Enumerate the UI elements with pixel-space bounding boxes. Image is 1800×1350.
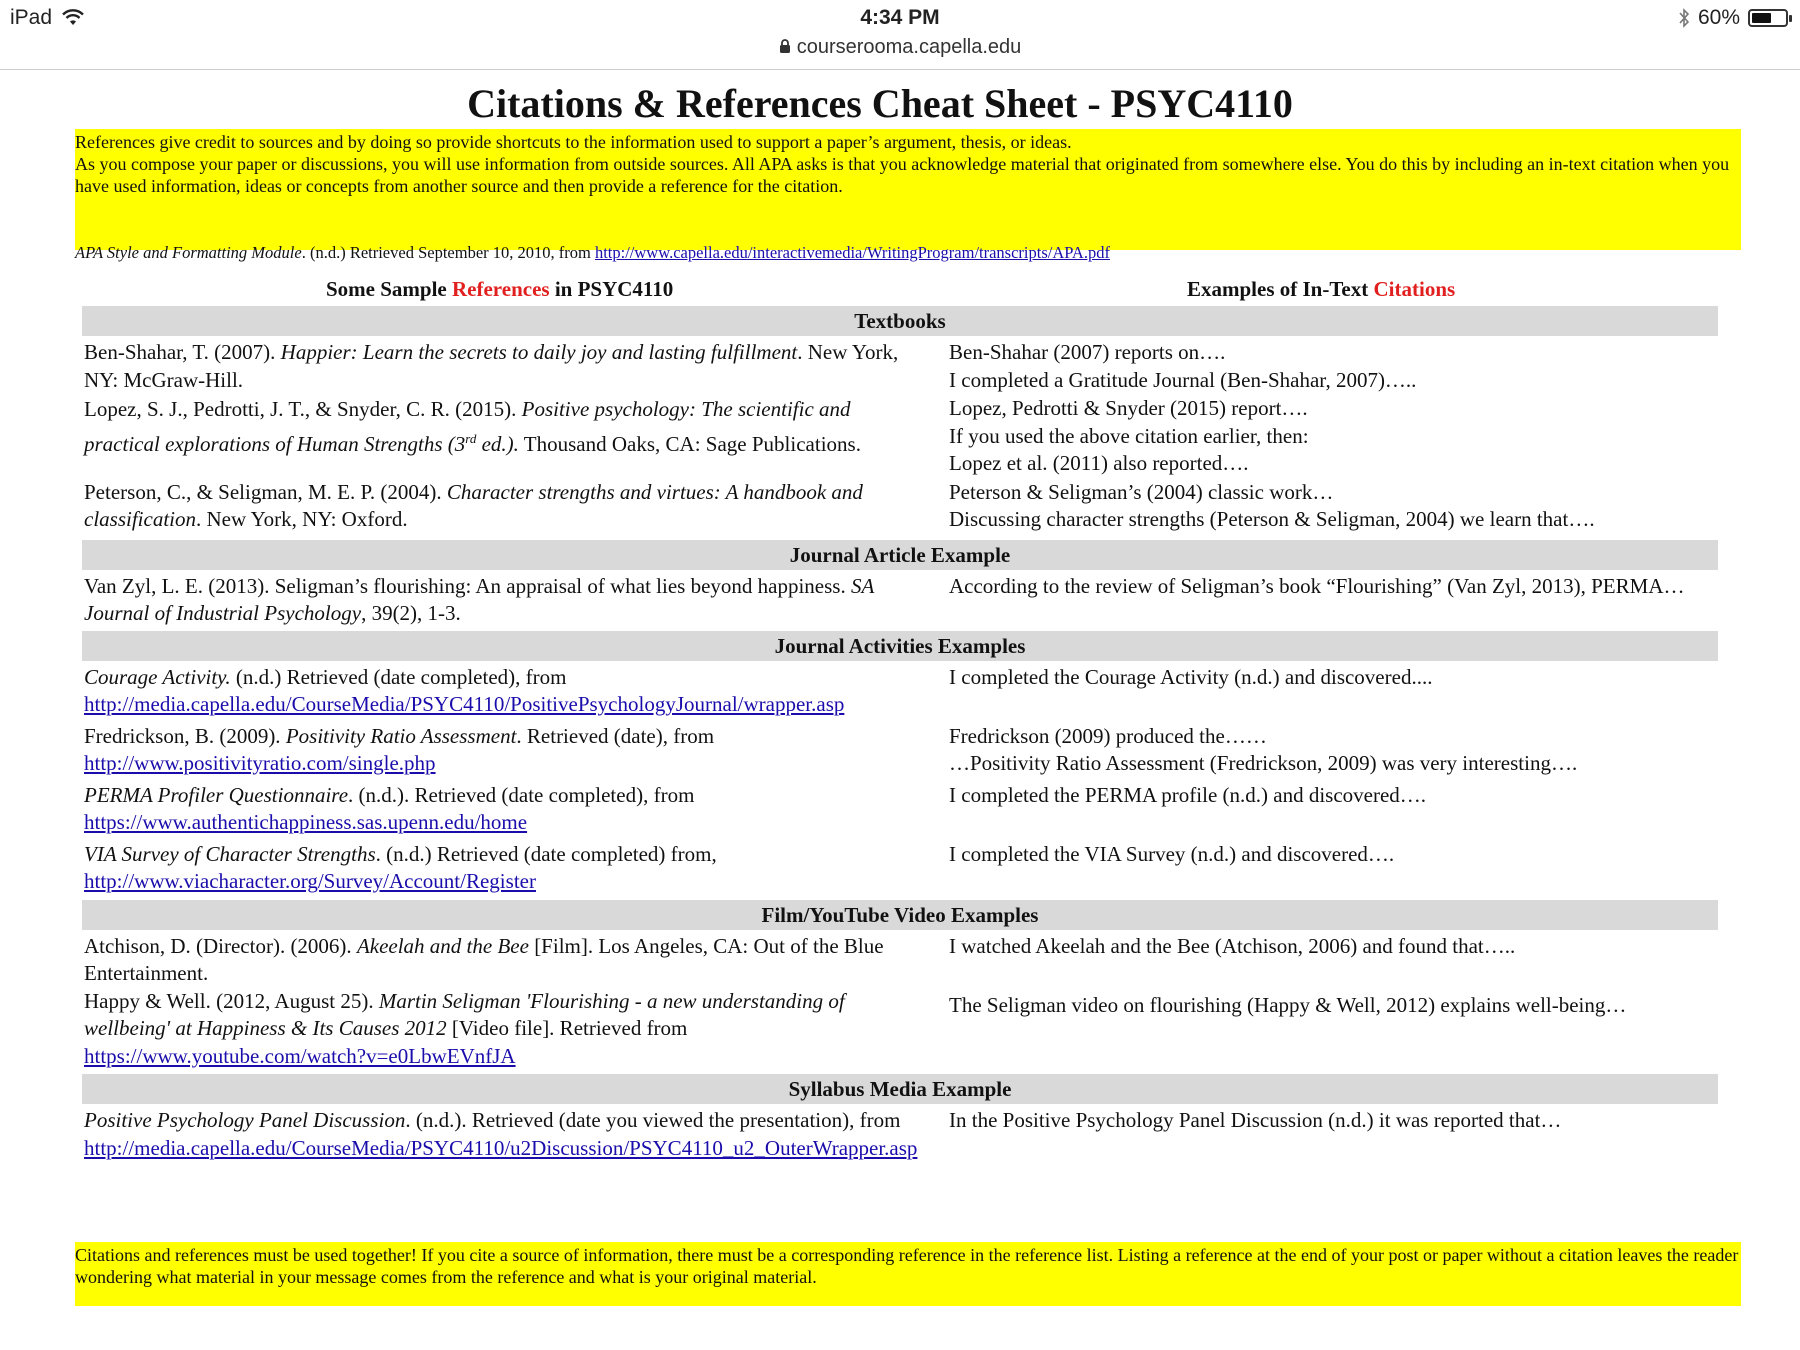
ref-text: Happy & Well. (2012, August 25).	[84, 988, 379, 1013]
ref-text: Thousand Oaks, CA: Sage Publications.	[518, 432, 861, 456]
reference-cell	[82, 339, 927, 394]
device-label: iPad	[10, 6, 53, 29]
table-row	[82, 782, 1718, 837]
reference-cell	[82, 664, 927, 719]
url-text: courserooma.capella.edu	[796, 36, 1022, 58]
reference-link[interactable]: http://media.capella.edu/CourseMedia/PSYC4110/PositivePsychologyJournal/wrapper.asp	[84, 692, 845, 716]
ref-text: . (n.d.). Retrieved (date you viewed the presentation), from	[405, 1108, 901, 1132]
status-right	[1678, 6, 1788, 30]
reference-link[interactable]: http://www.viacharacter.org/Survey/Account/Register	[84, 869, 536, 893]
table-row	[82, 988, 1718, 1071]
battery-icon	[1748, 9, 1788, 27]
source-link[interactable]: http://www.capella.edu/interactivemedia/WritingProgram/transcripts/APA.pdf	[594, 243, 1110, 262]
citation-line: Ben-Shahar (2007) reports on….	[949, 340, 1226, 364]
divider	[0, 69, 1800, 70]
ref-title: Character strengths and virtues: A handbook and classification	[84, 479, 863, 531]
ref-text: [Video file]. Retrieved from	[446, 1016, 688, 1040]
citation-line: I completed the Courage Activity (n.d.) and discovered....	[949, 664, 1433, 689]
citation-cell	[927, 933, 1717, 988]
reference-cell	[82, 573, 927, 628]
citation-cell	[927, 1107, 1717, 1162]
citation-cell	[927, 479, 1717, 534]
address-bar[interactable]	[0, 36, 1800, 59]
ref-text: . (n.d.). Retrieved (date completed), from	[348, 782, 695, 807]
ref-text: Peterson, C., & Seligman, M. E. P. (2004).	[84, 479, 447, 504]
table-row	[82, 339, 1718, 394]
citation-line: According to the review of Seligman’s book “Flourishing” (Van Zyl, 2013), PERMA…	[949, 573, 1685, 598]
ref-text: Van Zyl, L. E. (2013). Seligman’s flourishing: An appraisal of what lies beyond happiness.	[84, 573, 851, 598]
reference-link[interactable]: https://www.authentichappiness.sas.upenn.edu/home	[84, 810, 528, 834]
section-journal-activities: Journal Activities Examples	[82, 631, 1718, 661]
citation-line: If you used the above citation earlier, then:	[949, 423, 1309, 448]
intro-line-2: As you compose your paper or discussions, you will use information from outside sources. All APA asks is that you acknowledge material that originated from somewhere else. You do this by including an in-text citation when you have used information, ideas or concepts from another source and then provide a reference for the citation.	[75, 154, 1730, 196]
reference-cell	[82, 479, 927, 534]
citation-line: Fredrickson (2009) produced the……	[949, 723, 1267, 748]
citation-line: …Positivity Ratio Assessment (Fredrickson, 2009) was very interesting….	[949, 751, 1578, 775]
ref-text: Lopez, S. J., Pedrotti, J. T., & Snyder, C. R. (2015).	[84, 397, 522, 421]
references-column-header	[326, 277, 673, 302]
battery-percent: 60%	[1697, 6, 1740, 29]
reference-link[interactable]: https://www.youtube.com/watch?v=e0LbwEVnfJA	[84, 1043, 516, 1068]
cheat-sheet-table	[82, 306, 1718, 1162]
table-row	[82, 933, 1718, 988]
citation-cell	[927, 573, 1717, 628]
ref-title: Courage Activity.	[84, 664, 231, 689]
citations-column-header	[1187, 277, 1455, 302]
reference-cell	[82, 723, 927, 778]
reference-cell	[82, 1107, 927, 1162]
source-text: . (n.d.) Retrieved September 10, 2010, from	[301, 243, 595, 262]
reference-cell	[82, 782, 927, 837]
ref-text: [Film]. Los Angeles, CA: Out of the Blue Entertainment.	[84, 933, 884, 985]
citation-line: I completed the VIA Survey (n.d.) and discovered….	[949, 841, 1395, 866]
ref-text: Atchison, D. (Director). (2006).	[84, 933, 357, 958]
ref-title: ed.).	[476, 432, 519, 456]
table-row	[82, 723, 1718, 778]
table-row	[82, 664, 1718, 719]
lock-icon	[779, 39, 791, 54]
references-header-pre: Some Sample	[326, 277, 452, 301]
table-row	[82, 573, 1718, 628]
citation-cell	[927, 664, 1717, 719]
citation-cell	[927, 339, 1717, 394]
ref-text: . Retrieved (date), from	[516, 723, 715, 748]
citations-header-pre: Examples of In-Text	[1187, 277, 1374, 301]
references-header-post: in PSYC4110	[549, 277, 674, 301]
table-row	[82, 479, 1718, 534]
page-title: Citations & References Cheat Sheet - PSYC4110	[467, 81, 1293, 126]
citation-line: The Seligman video on flourishing (Happy & Well, 2012) explains well-being…	[949, 992, 1627, 1017]
citation-cell	[927, 723, 1717, 778]
table-row	[82, 395, 1718, 478]
reference-cell	[82, 395, 927, 478]
reference-cell	[82, 841, 927, 896]
section-film: Film/YouTube Video Examples	[82, 900, 1718, 930]
citation-cell	[927, 395, 1717, 478]
citation-cell	[927, 988, 1717, 1071]
citation-line: Lopez, Pedrotti & Snyder (2015) report….	[949, 396, 1308, 420]
citation-line: In the Positive Psychology Panel Discussion (n.d.) it was reported that…	[949, 1108, 1562, 1132]
ref-title: PERMA Profiler Questionnaire	[84, 782, 349, 807]
reference-link[interactable]: http://media.capella.edu/CourseMedia/PSYC4110/u2Discussion/PSYC4110_u2_OuterWrapper.asp	[84, 1135, 918, 1160]
ref-title: Positivity Ratio Assessment	[285, 723, 517, 748]
citations-header-red: Citations	[1373, 277, 1456, 301]
ref-text: (n.d.) Retrieved (date completed), from	[230, 664, 567, 689]
table-row	[82, 841, 1718, 896]
ref-text: , 39(2), 1-3.	[361, 601, 461, 625]
ref-title: SA Journal of Industrial Psychology	[84, 573, 874, 625]
section-textbooks: Textbooks	[82, 306, 1718, 336]
bluetooth-icon	[1678, 8, 1690, 28]
intro-highlight	[75, 129, 1741, 250]
references-header-red: References	[452, 277, 550, 301]
source-citation	[75, 243, 1745, 263]
citation-line: Peterson & Seligman’s (2004) classic work…	[949, 479, 1334, 504]
ref-text: Fredrickson, B. (2009).	[84, 723, 286, 748]
citation-cell	[927, 841, 1717, 896]
source-title: APA Style and Formatting Module	[75, 243, 302, 262]
reference-cell	[82, 933, 927, 988]
ref-title: Happier: Learn the secrets to daily joy and lasting fulfillment	[280, 340, 798, 364]
outro-highlight: Citations and references must be used together! If you cite a source of information, there must be a corresponding reference in the reference list. Listing a reference at the end of your post or paper without a citation leaves the reader wondering what material in your message comes from the reference and what is your original material.	[75, 1242, 1741, 1306]
reference-cell	[82, 988, 927, 1071]
ref-superscript: rd	[465, 431, 477, 446]
citation-line: Lopez et al. (2011) also reported….	[949, 451, 1249, 475]
reference-link[interactable]: http://www.positivityratio.com/single.php	[84, 751, 436, 775]
citation-line: I completed a Gratitude Journal (Ben-Shahar, 2007)…..	[949, 367, 1417, 392]
ref-title: Positive psychology: The scientific and practical explorations of Human Strengths (3	[84, 397, 851, 456]
table-row	[82, 1107, 1718, 1162]
section-syllabus: Syllabus Media Example	[82, 1074, 1718, 1104]
ref-text: . New York, NY: McGraw-Hill.	[84, 340, 899, 392]
status-bar	[0, 0, 1800, 70]
ref-text: . New York, NY: Oxford.	[196, 507, 408, 531]
citation-line: Discussing character strengths (Peterson & Seligman, 2004) we learn that….	[949, 507, 1595, 531]
ref-title: VIA Survey of Character Strengths	[84, 841, 376, 866]
citation-line: I completed the PERMA profile (n.d.) and discovered….	[949, 782, 1427, 807]
ref-title: Akeelah and the Bee	[356, 933, 529, 958]
ref-title: Positive Psychology Panel Discussion	[84, 1108, 406, 1132]
battery-fill	[1752, 13, 1771, 23]
intro-line-1: References give credit to sources and by doing so provide shortcuts to the information used to support a paper’s argument, thesis, or ideas.	[75, 132, 1072, 152]
ref-text: . (n.d.) Retrieved (date completed) from,	[375, 841, 717, 866]
clock: 4:34 PM	[860, 6, 940, 29]
ref-text: Ben-Shahar, T. (2007).	[84, 340, 281, 364]
ref-title: Martin Seligman 'Flourishing - a new understanding of wellbeing' at Happiness & Its Causes 2012	[84, 988, 845, 1040]
section-journal-article: Journal Article Example	[82, 540, 1718, 570]
citation-line: I watched Akeelah and the Bee (Atchison, 2006) and found that…..	[949, 933, 1516, 958]
citation-cell	[927, 782, 1717, 837]
